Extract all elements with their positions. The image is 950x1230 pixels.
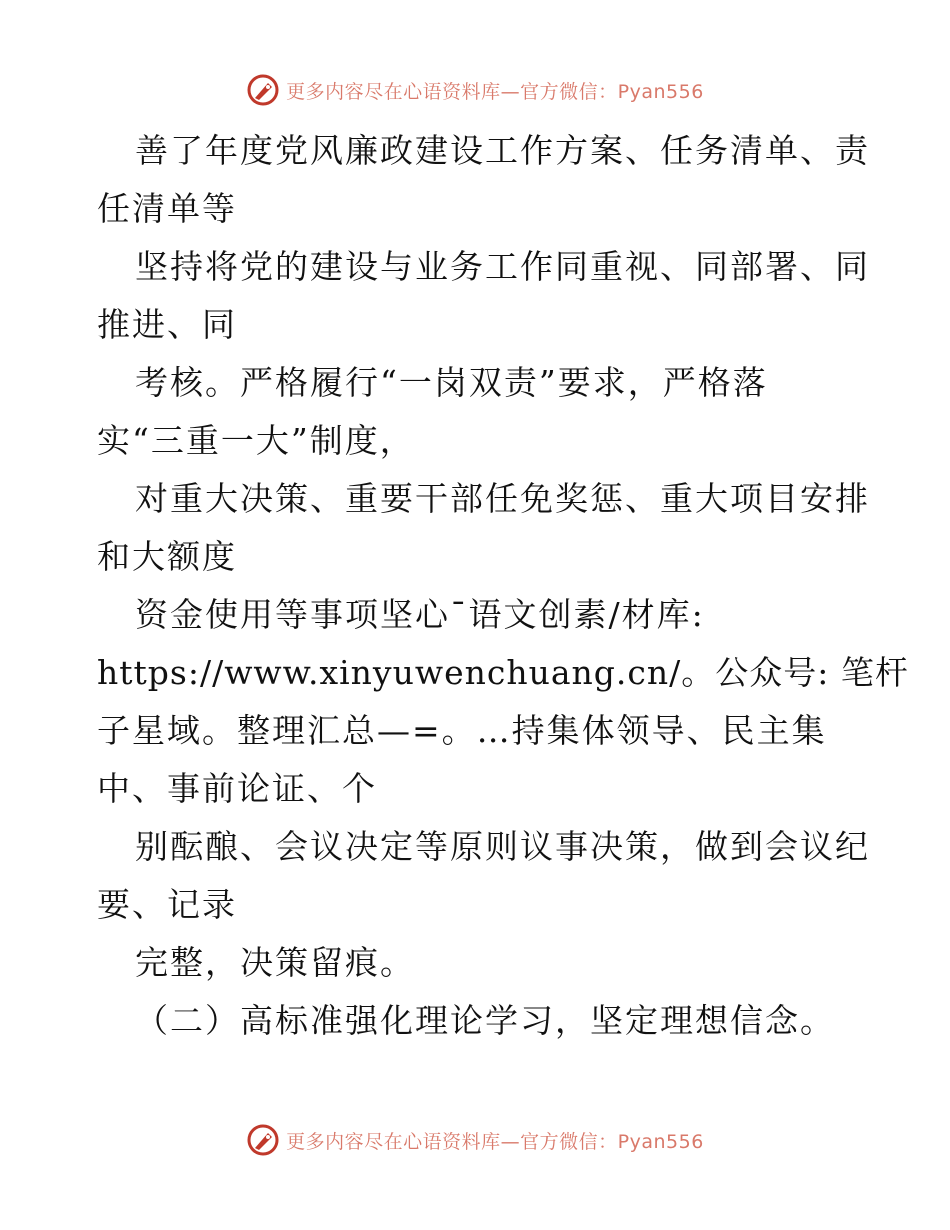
banner-text: 更多内容尽在心语资料库—官方微信：Pyan556 [286,80,704,103]
text-line: 推进、同 [97,305,237,344]
text-line: 实“三重一大”制度， [97,421,415,460]
text-line: 考核。严格履行“一岗双责”要求，严格落 [135,363,768,402]
text-line: 和大额度 [97,537,237,576]
text-line: 别酝酿、会议决定等原则议事决策，做到会议纪 [135,827,870,866]
text-line: 对重大决策、重要干部任免奖惩、重大项目安排 [135,479,870,518]
text-line: 子星域。整理汇总—=。…持集体领导、民主集 [97,711,827,750]
wechat-id: Pyan556 [617,80,704,103]
text-line: 任清单等 [97,189,237,228]
banner-text: 更多内容尽在心语资料库—官方微信：Pyan556 [286,1130,704,1153]
pen-nib-logo-icon [246,73,280,107]
header-banner [0,70,950,110]
footer-banner [0,1120,950,1160]
text-line: 要、记录 [97,885,237,924]
text-line: （二）高标准强化理论学习，坚定理想信念。 [135,1001,835,1040]
wechat-id: Pyan556 [617,1130,704,1153]
text-line: 完整，决策留痕。 [135,943,415,982]
text-line: 坚持将党的建设与业务工作同重视、同部署、同 [135,247,870,286]
document-body [97,122,909,1050]
text-line: 资金使用等事项坚心¯语文创素/材库: [135,595,705,634]
text-line: https://www.xinyuwenchuang.cn/。公众号: 笔杆 [97,653,909,692]
text-line: 善了年度党风廉政建设工作方案、任务清单、责 [135,131,870,170]
pen-nib-logo-icon [246,1123,280,1157]
text-line: 中、事前论证、个 [97,769,377,808]
